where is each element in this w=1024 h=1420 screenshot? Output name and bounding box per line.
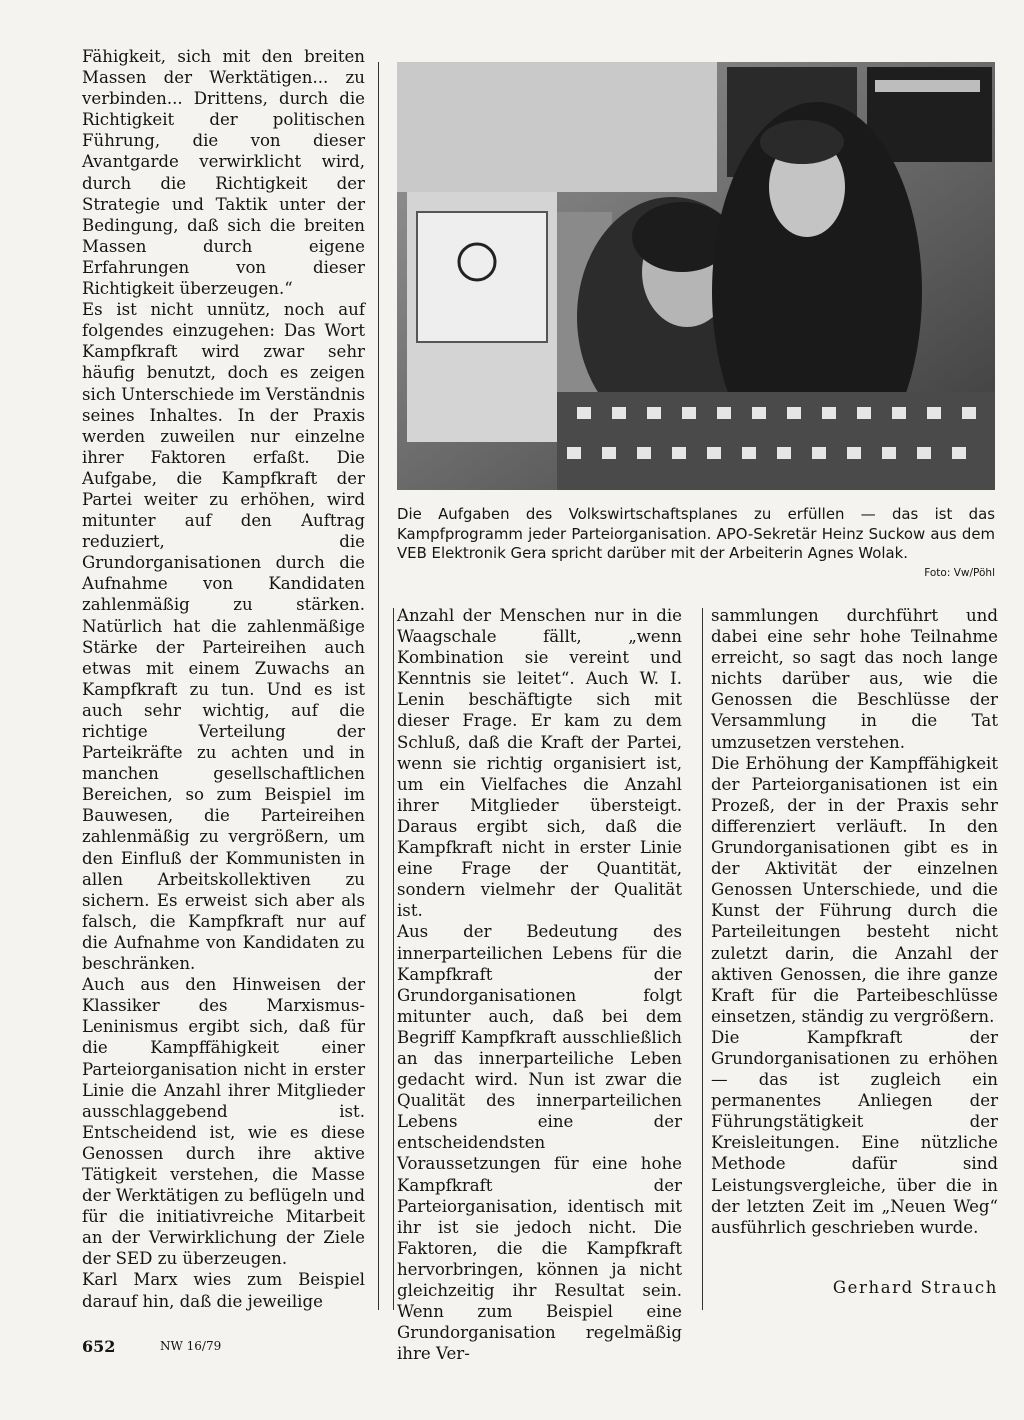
column-divider-middle-left [393, 608, 394, 1310]
paragraph: sammlungen durchführt und dabei eine sehr hohe Teilnahme erreicht, so sagt das noch lange nichts darüber aus, wie die Genossen die Beschlüsse der Versammlung in die Tat umzusetzen verstehen. [711, 606, 998, 752]
paragraph: Die Erhöhung der Kampffähigkeit der Parteiorganisationen ist ein Prozeß, der in der Praxis sehr differenziert verläuft. In den Grundorganisationen gibt es in der Aktivität der einzelnen Genossen Unterschiede, und die Kunst der Führung durch die Parteileitungen besteht nicht zuletzt darin, die Anzahl der aktiven Genossen, die ihre ganze Kraft für die Parteibeschlüsse einsetzen, ständig zu vergrößern. [711, 753, 998, 1026]
paragraph: Es ist nicht unnütz, noch auf folgendes einzugehen: Das Wort Kampfkraft wird zwar sehr häufig benutzt, doch es zeigen sich Unterschiede im Verständnis seines Inhaltes. In der Praxis werden zuweilen nur einzelne ihrer Faktoren erfaßt. Die Aufgabe, die Kampfkraft der Partei weiter zu erhöhen, wird mitunter auf den Auftrag reduziert, die Grundorganisationen durch die Aufnahme von Kandidaten zahlenmäßig zu stärken. Natürlich hat die zahlenmäßige Stärke der Parteireihen auch etwas mit einem Zuwachs an Kampfkraft zu tun. Und es ist auch sehr wichtig, auf die richtige Verteilung der Parteikräfte zu achten und in manchen gesellschaftlichen Bereichen, so zum Beispiel im Bauwesen, die Parteireihen zahlenmäßig zu vergrößern, um den Einfluß der Kommunisten in allen Arbeitskollektiven zu sichern. Es erweist sich aber als falsch, die Kampfkraft nur auf die Aufnahme von Kandidaten zu beschränken. [82, 300, 365, 974]
paragraph: Karl Marx wies zum Beispiel darauf hin, daß die jeweilige [82, 1270, 365, 1311]
news-photo [397, 62, 995, 490]
photo-illustration [397, 62, 995, 490]
issue-label: NW 16/79 [160, 1339, 222, 1353]
column-divider-middle-right [702, 608, 703, 1310]
column-divider-left [378, 62, 379, 1310]
author-name: Gerhard Strauch [832, 1278, 998, 1297]
paragraph: Aus der Bedeutung des innerparteilichen Lebens für die Kampfkraft der Grundorganisationen folgt mitunter auch, daß bei dem Begriff Kampfkraft ausschließlich an das innerparteiliche Leben gedacht wird. Nun ist zwar die Qualität des innerparteilichen Lebens eine der entscheidendsten Voraussetzungen für eine hohe Kampfkraft der Parteiorganisation, identisch mit ihr ist sie jedoch nicht. Die Faktoren, die die Kampfkraft hervorbringen, können ja nicht gleichzeitig ihr Resultat sein. Wenn zum Beispiel eine Grundorganisation regelmäßig ihre Ver- [397, 922, 682, 1364]
paragraph: Die Kampfkraft der Grundorganisationen zu erhöhen — das ist zugleich ein permanentes Anliegen der Führungstätigkeit der Kreisleitungen. Eine nützliche Methode dafür sind Leistungsvergleiche, über die in der letzten Zeit im „Neuen Weg“ ausführlich geschrieben wurde. [711, 1027, 998, 1237]
text-column-3 [711, 605, 998, 1238]
photo-caption: Die Aufgaben des Volkswirtschaftsplanes zu erfüllen — das ist das Kampfprogramm jeder Parteiorganisation. APO-Sekretär Heinz Suckow aus dem VEB Elektronik Gera spricht darüber mit der Arbeiterin Agnes Wolak. [397, 505, 995, 563]
text-column-2 [397, 605, 682, 1364]
paragraph: Auch aus den Hinweisen der Klassiker des Marxismus-Leninismus ergibt sich, daß für die Kampffähigkeit einer Parteiorganisation nicht in erster Linie die Anzahl ihrer Mitglieder ausschlaggebend ist. Entscheidend ist, wie es diese Genossen durch ihre aktive Tätigkeit verstehen, die Masse der Werktätigen zu beflügeln und für die initiativreiche Mitarbeit an der Verwirklichung der Ziele der SED zu überzeugen. [82, 975, 365, 1269]
paragraph: Anzahl der Menschen nur in die Waagschale fällt, „wenn Kombination sie vereint und Kenntnis sie leitet“. Auch W. I. Lenin beschäftigte sich mit dieser Frage. Er kam zu dem Schluß, daß die Kraft der Partei, wenn sie richtig organisiert ist, um ein Vielfaches die Anzahl ihrer Mitglieder übersteigt. Daraus ergibt sich, daß die Kampfkraft nicht in erster Linie eine Frage der Quantität, sondern vielmehr der Qualität ist. [397, 606, 682, 921]
page-number: 652 [82, 1337, 116, 1356]
text-column-1 [82, 46, 365, 1312]
photo-credit: Foto: Vw/Pöhl [924, 567, 995, 579]
paragraph: Fähigkeit, sich mit den breiten Massen der Werktätigen... zu verbinden... Drittens, durch die Richtigkeit der politischen Führung, die von dieser Avantgarde verwirklicht wird, durch die Richtigkeit der Strategie und Taktik unter der Bedingung, daß sich die breiten Massen durch eigene Erfahrungen von dieser Richtigkeit überzeugen.“ [82, 47, 365, 299]
